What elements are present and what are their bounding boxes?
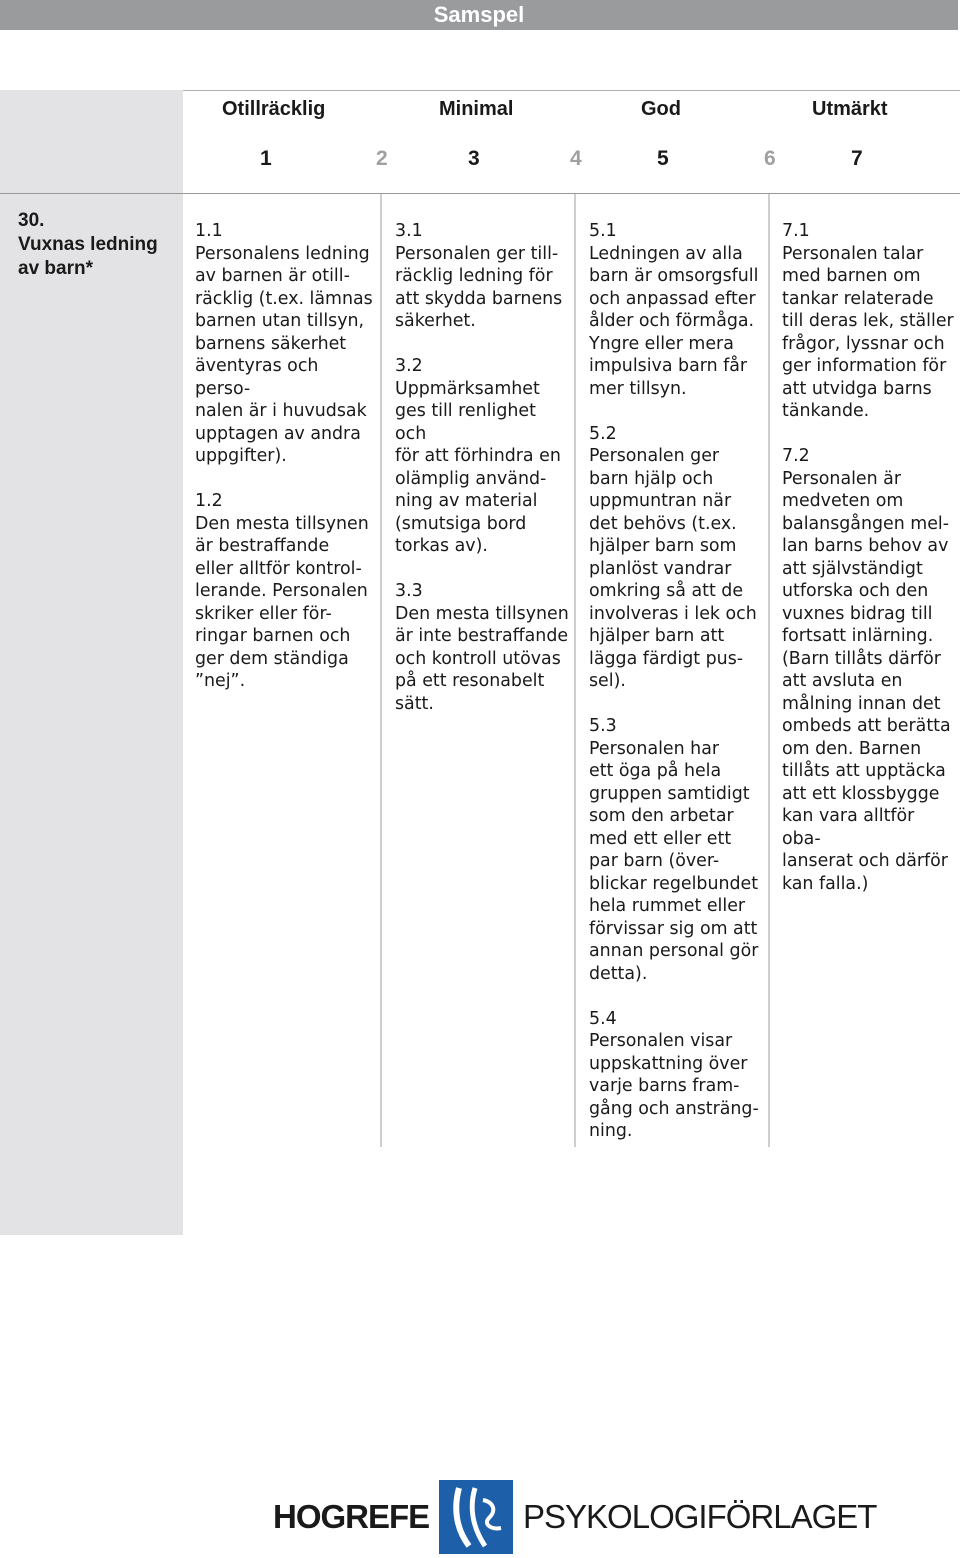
scale-number-6: 6 [764, 147, 776, 170]
indicator-5-1: 5.1 Ledningen av alla barn är omsorgsfull och anpassad efter ålder och förmåga. Yngre eller mera impulsiva barn får mer tillsyn. [589, 221, 759, 399]
item-title: 30. Vuxnas ledning av barn* [18, 210, 158, 279]
indicator-1-2: 1.2 Den mesta tillsynen är bestraffande eller alltför kontrol- lerande. Personalen skriker eller för- ringar barnen och ger dem ständiga ”nej”. [195, 491, 369, 691]
column-divider [380, 194, 382, 1147]
indicator-5-4: 5.4 Personalen visar uppskattning över varje barns fram- gång och ansträng- ning. [589, 1008, 759, 1141]
column-level-7 [782, 220, 958, 918]
column-divider [768, 194, 770, 1147]
level-utmarkt: Utmärkt [812, 98, 888, 120]
scale-number-2: 2 [376, 147, 388, 170]
column-divider [574, 194, 576, 1147]
scale-number-7: 7 [851, 147, 863, 170]
header-divider [0, 193, 960, 194]
column-level-1 [195, 220, 375, 715]
brand-hogrefe: HOGREFE [273, 1498, 430, 1535]
indicator-3-3: 3.3 Den mesta tillsynen är inte bestraffande och kontroll utövas på ett resonabelt sätt. [395, 581, 569, 714]
level-otillracklig: Otillräcklig [222, 98, 326, 120]
indicator-3-2: 3.2 Uppmärksamhet ges till renlighet och för att förhindra en olämplig använd- ning av material (smutsiga bord torkas av). [395, 356, 561, 556]
indicator-7-2: 7.2 Personalen är medveten om balansgången mel- lan barns behov av att självständigt utforska och den vuxnes bidrag till fortsatt inlärning. (Barn tillåts därför att avsluta en målning innan det ombeds att berätta om den. Barnen tillåts att upptäcka att ett klossbygge kan vara alltför oba- lanserat och därför kan falla.) [782, 446, 951, 894]
scale-number-3: 3 [468, 147, 480, 170]
indicator-3-1: 3.1 Personalen ger till- räcklig ledning för att skydda barnens säkerhet. [395, 221, 563, 331]
hogrefe-logo-mark-icon [439, 1480, 513, 1554]
column-level-3 [395, 220, 570, 738]
scale-number-4: 4 [570, 147, 582, 170]
indicator-1-1: 1.1 Personalens ledning av barnen är otill- räcklig (t.ex. lämnas barnen utan tillsyn, barnens säkerhet äventyras och perso- nalen är i huvudsak upptagen av andra uppgifter). [195, 221, 373, 466]
page-title: Samspel [0, 0, 958, 30]
level-minimal: Minimal [439, 98, 514, 120]
indicator-5-2: 5.2 Personalen ger barn hjälp och uppmuntran när det behövs (t.ex. hjälper barn som planlöst vandrar omkring så att de involveras i lek och hjälper barn att lägga färdigt pus- sel). [589, 423, 757, 691]
brand-psykologiforlaget: PSYKOLOGIFÖRLAGET [523, 1498, 877, 1535]
indicator-5-3: 5.3 Personalen har ett öga på hela gruppen samtidigt som den arbetar med ett eller ett par barn (över- blickar regelbundet hela rummet eller förvissar sig om att annan personal gör detta). [589, 716, 759, 984]
column-level-5 [589, 220, 767, 1165]
level-god: God [641, 98, 681, 120]
indicator-7-1: 7.1 Personalen talar med barnen om tankar relaterade till deras lek, ställer frågor, lyssnar och ger information för att utvidga barns tänkande. [782, 221, 954, 421]
scale-number-5: 5 [657, 147, 669, 170]
scale-number-1: 1 [260, 147, 272, 170]
publisher-logo [273, 1480, 877, 1554]
